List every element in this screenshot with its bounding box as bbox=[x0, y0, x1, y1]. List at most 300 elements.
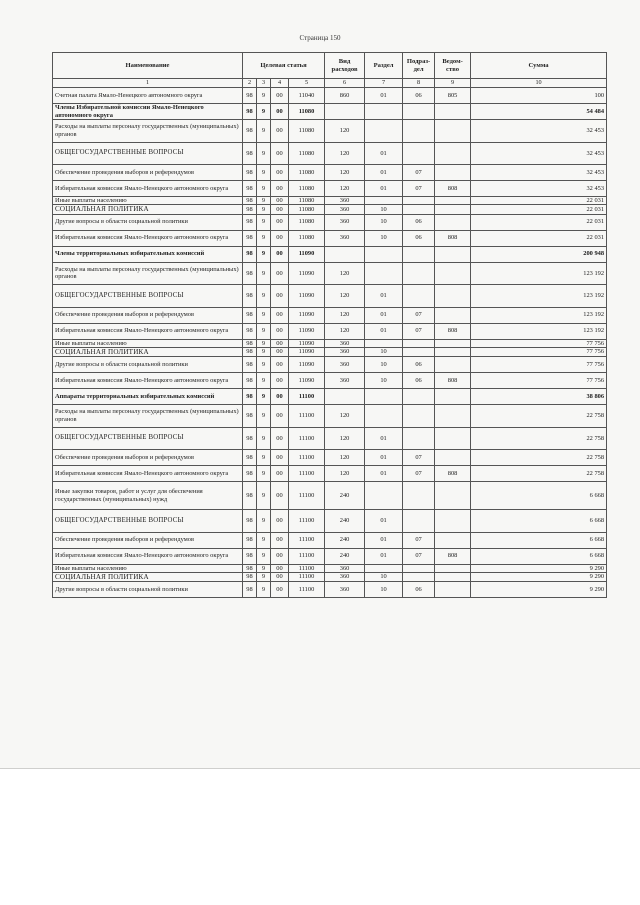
sum-cell: 77 756 bbox=[471, 373, 607, 389]
table-row bbox=[53, 323, 607, 339]
target-code-cell: 11100 bbox=[289, 450, 325, 466]
sum-cell: 22 758 bbox=[471, 427, 607, 450]
department-cell bbox=[435, 450, 471, 466]
section-cell: 10 bbox=[365, 582, 403, 598]
target-code-cell: 9 bbox=[257, 405, 271, 428]
target-code-cell: 11090 bbox=[289, 347, 325, 356]
expense-type-cell bbox=[325, 104, 365, 120]
header-target-article: Целевая статья bbox=[243, 53, 325, 79]
department-cell: 808 bbox=[435, 548, 471, 564]
target-code-cell: 00 bbox=[271, 339, 289, 347]
table-row bbox=[53, 582, 607, 598]
target-code-cell: 00 bbox=[271, 104, 289, 120]
target-code-cell: 9 bbox=[257, 582, 271, 598]
target-code-cell: 98 bbox=[243, 246, 257, 262]
section-cell: 01 bbox=[365, 532, 403, 548]
row-name-cell: Другие вопросы в области социальной политики bbox=[53, 214, 243, 230]
target-code-cell: 9 bbox=[257, 88, 271, 104]
target-code-cell: 11100 bbox=[289, 548, 325, 564]
table-row bbox=[53, 88, 607, 104]
target-code-cell: 00 bbox=[271, 582, 289, 598]
target-code-cell: 00 bbox=[271, 572, 289, 581]
subsection-cell bbox=[403, 510, 435, 533]
sum-cell: 54 484 bbox=[471, 104, 607, 120]
department-cell bbox=[435, 357, 471, 373]
table-row bbox=[53, 389, 607, 405]
expense-type-cell: 120 bbox=[325, 323, 365, 339]
subsection-cell bbox=[403, 405, 435, 428]
target-code-cell: 9 bbox=[257, 427, 271, 450]
target-code-cell: 00 bbox=[271, 142, 289, 165]
header-expense-type: Вид расходов bbox=[325, 53, 365, 79]
target-code-cell: 9 bbox=[257, 246, 271, 262]
target-code-cell: 98 bbox=[243, 510, 257, 533]
expense-type-cell: 360 bbox=[325, 582, 365, 598]
row-name-cell: Обеспечение проведения выборов и референдумов bbox=[53, 165, 243, 181]
section-cell: 01 bbox=[365, 427, 403, 450]
expense-type-cell: 120 bbox=[325, 285, 365, 308]
column-number: 10 bbox=[471, 79, 607, 88]
target-code-cell: 9 bbox=[257, 262, 271, 285]
target-code-cell: 00 bbox=[271, 165, 289, 181]
sum-cell: 22 031 bbox=[471, 197, 607, 205]
column-number-row bbox=[53, 79, 607, 88]
target-code-cell: 98 bbox=[243, 197, 257, 205]
expense-type-cell: 120 bbox=[325, 181, 365, 197]
target-code-cell: 98 bbox=[243, 373, 257, 389]
column-number: 8 bbox=[403, 79, 435, 88]
target-code-cell: 11100 bbox=[289, 582, 325, 598]
target-code-cell: 00 bbox=[271, 389, 289, 405]
department-cell: 808 bbox=[435, 323, 471, 339]
row-name-cell: Избирательная комиссия Ямало-Ненецкого автономного округа bbox=[53, 230, 243, 246]
expense-type-cell: 240 bbox=[325, 482, 365, 510]
expense-type-cell: 360 bbox=[325, 347, 365, 356]
target-code-cell: 9 bbox=[257, 205, 271, 214]
section-cell: 10 bbox=[365, 230, 403, 246]
target-code-cell: 98 bbox=[243, 142, 257, 165]
department-cell bbox=[435, 120, 471, 143]
column-number: 7 bbox=[365, 79, 403, 88]
row-name-cell: Избирательная комиссия Ямало-Ненецкого автономного округа bbox=[53, 548, 243, 564]
row-name-cell: Аппараты территориальных избирательных комиссий bbox=[53, 389, 243, 405]
table-row bbox=[53, 357, 607, 373]
section-cell: 01 bbox=[365, 510, 403, 533]
target-code-cell: 00 bbox=[271, 214, 289, 230]
sum-cell: 77 756 bbox=[471, 347, 607, 356]
column-number: 9 bbox=[435, 79, 471, 88]
department-cell: 808 bbox=[435, 181, 471, 197]
column-number: 1 bbox=[53, 79, 243, 88]
table-row bbox=[53, 104, 607, 120]
section-cell: 01 bbox=[365, 323, 403, 339]
department-cell bbox=[435, 246, 471, 262]
target-code-cell: 98 bbox=[243, 230, 257, 246]
target-code-cell: 98 bbox=[243, 427, 257, 450]
expense-type-cell: 240 bbox=[325, 510, 365, 533]
section-cell: 01 bbox=[365, 181, 403, 197]
table-body bbox=[53, 88, 607, 598]
expense-type-cell: 360 bbox=[325, 572, 365, 581]
target-code-cell: 11100 bbox=[289, 389, 325, 405]
department-cell bbox=[435, 482, 471, 510]
department-cell bbox=[435, 427, 471, 450]
target-code-cell: 11080 bbox=[289, 205, 325, 214]
sum-cell: 123 192 bbox=[471, 307, 607, 323]
column-number: 6 bbox=[325, 79, 365, 88]
target-code-cell: 98 bbox=[243, 548, 257, 564]
section-cell bbox=[365, 405, 403, 428]
target-code-cell: 00 bbox=[271, 548, 289, 564]
department-cell bbox=[435, 205, 471, 214]
table-row bbox=[53, 165, 607, 181]
table-row bbox=[53, 564, 607, 572]
subsection-cell bbox=[403, 564, 435, 572]
section-cell: 01 bbox=[365, 88, 403, 104]
expense-type-cell: 120 bbox=[325, 165, 365, 181]
department-cell bbox=[435, 142, 471, 165]
table-row bbox=[53, 548, 607, 564]
subsection-cell bbox=[403, 389, 435, 405]
column-number: 2 bbox=[243, 79, 257, 88]
target-code-cell: 00 bbox=[271, 120, 289, 143]
department-cell: 808 bbox=[435, 373, 471, 389]
section-cell: 01 bbox=[365, 548, 403, 564]
department-cell bbox=[435, 510, 471, 533]
sum-cell: 22 031 bbox=[471, 205, 607, 214]
table-row bbox=[53, 230, 607, 246]
expense-type-cell: 360 bbox=[325, 339, 365, 347]
target-code-cell: 9 bbox=[257, 120, 271, 143]
section-cell: 01 bbox=[365, 307, 403, 323]
header-section: Раздел bbox=[365, 53, 403, 79]
department-cell bbox=[435, 405, 471, 428]
target-code-cell: 11080 bbox=[289, 230, 325, 246]
expense-type-cell: 240 bbox=[325, 532, 365, 548]
target-code-cell: 9 bbox=[257, 466, 271, 482]
subsection-cell bbox=[403, 197, 435, 205]
target-code-cell: 9 bbox=[257, 197, 271, 205]
sum-cell: 22 758 bbox=[471, 405, 607, 428]
target-code-cell: 98 bbox=[243, 262, 257, 285]
table-row bbox=[53, 120, 607, 143]
target-code-cell: 11090 bbox=[289, 262, 325, 285]
target-code-cell: 00 bbox=[271, 307, 289, 323]
sum-cell: 22 031 bbox=[471, 230, 607, 246]
row-name-cell: Расходы на выплаты персоналу государственных (муниципальных) органов bbox=[53, 120, 243, 143]
target-code-cell: 00 bbox=[271, 285, 289, 308]
target-code-cell: 00 bbox=[271, 323, 289, 339]
expense-type-cell: 360 bbox=[325, 357, 365, 373]
department-cell bbox=[435, 214, 471, 230]
header-sum: Сумма bbox=[471, 53, 607, 79]
subsection-cell bbox=[403, 142, 435, 165]
section-cell bbox=[365, 120, 403, 143]
target-code-cell: 9 bbox=[257, 373, 271, 389]
target-code-cell: 00 bbox=[271, 246, 289, 262]
subsection-cell: 07 bbox=[403, 466, 435, 482]
department-cell bbox=[435, 532, 471, 548]
sum-cell: 123 192 bbox=[471, 262, 607, 285]
target-code-cell: 00 bbox=[271, 405, 289, 428]
target-code-cell: 00 bbox=[271, 230, 289, 246]
section-cell bbox=[365, 339, 403, 347]
target-code-cell: 00 bbox=[271, 88, 289, 104]
column-number: 4 bbox=[271, 79, 289, 88]
target-code-cell: 9 bbox=[257, 181, 271, 197]
subsection-cell: 06 bbox=[403, 373, 435, 389]
table-row bbox=[53, 205, 607, 214]
target-code-cell: 9 bbox=[257, 339, 271, 347]
target-code-cell: 00 bbox=[271, 205, 289, 214]
subsection-cell bbox=[403, 285, 435, 308]
target-code-cell: 98 bbox=[243, 120, 257, 143]
section-cell: 01 bbox=[365, 450, 403, 466]
subsection-cell: 06 bbox=[403, 230, 435, 246]
target-code-cell: 11100 bbox=[289, 482, 325, 510]
row-name-cell: Обеспечение проведения выборов и референдумов bbox=[53, 307, 243, 323]
target-code-cell: 11100 bbox=[289, 427, 325, 450]
row-name-cell: Иные выплаты населению bbox=[53, 564, 243, 572]
target-code-cell: 9 bbox=[257, 482, 271, 510]
target-code-cell: 98 bbox=[243, 339, 257, 347]
subsection-cell: 07 bbox=[403, 181, 435, 197]
section-cell: 10 bbox=[365, 214, 403, 230]
subsection-cell bbox=[403, 572, 435, 581]
budget-table bbox=[52, 52, 607, 598]
target-code-cell: 00 bbox=[271, 427, 289, 450]
expense-type-cell bbox=[325, 246, 365, 262]
section-cell bbox=[365, 197, 403, 205]
sum-cell: 9 290 bbox=[471, 564, 607, 572]
target-code-cell: 98 bbox=[243, 405, 257, 428]
target-code-cell: 00 bbox=[271, 510, 289, 533]
expense-type-cell: 240 bbox=[325, 548, 365, 564]
target-code-cell: 11100 bbox=[289, 564, 325, 572]
target-code-cell: 00 bbox=[271, 357, 289, 373]
sum-cell: 123 192 bbox=[471, 285, 607, 308]
table-row bbox=[53, 510, 607, 533]
target-code-cell: 11080 bbox=[289, 104, 325, 120]
sum-cell: 22 758 bbox=[471, 450, 607, 466]
expense-type-cell: 120 bbox=[325, 142, 365, 165]
expense-type-cell: 120 bbox=[325, 405, 365, 428]
target-code-cell: 98 bbox=[243, 88, 257, 104]
department-cell: 805 bbox=[435, 88, 471, 104]
subsection-cell bbox=[403, 347, 435, 356]
expense-type-cell: 120 bbox=[325, 450, 365, 466]
sum-cell: 32 453 bbox=[471, 120, 607, 143]
subsection-cell: 07 bbox=[403, 450, 435, 466]
target-code-cell: 11080 bbox=[289, 214, 325, 230]
target-code-cell: 98 bbox=[243, 181, 257, 197]
target-code-cell: 11100 bbox=[289, 532, 325, 548]
section-cell: 01 bbox=[365, 466, 403, 482]
target-code-cell: 9 bbox=[257, 389, 271, 405]
target-code-cell: 11100 bbox=[289, 572, 325, 581]
target-code-cell: 00 bbox=[271, 482, 289, 510]
row-name-cell: СОЦИАЛЬНАЯ ПОЛИТИКА bbox=[53, 347, 243, 356]
target-code-cell: 11090 bbox=[289, 373, 325, 389]
row-name-cell: СОЦИАЛЬНАЯ ПОЛИТИКА bbox=[53, 205, 243, 214]
subsection-cell bbox=[403, 482, 435, 510]
table-row bbox=[53, 427, 607, 450]
subsection-cell: 06 bbox=[403, 88, 435, 104]
target-code-cell: 9 bbox=[257, 510, 271, 533]
subsection-cell: 07 bbox=[403, 165, 435, 181]
target-code-cell: 00 bbox=[271, 373, 289, 389]
target-code-cell: 00 bbox=[271, 181, 289, 197]
subsection-cell: 07 bbox=[403, 548, 435, 564]
expense-type-cell: 360 bbox=[325, 197, 365, 205]
target-code-cell: 11080 bbox=[289, 181, 325, 197]
expense-type-cell: 360 bbox=[325, 373, 365, 389]
section-cell bbox=[365, 389, 403, 405]
row-name-cell: Избирательная комиссия Ямало-Ненецкого автономного округа bbox=[53, 373, 243, 389]
target-code-cell: 98 bbox=[243, 347, 257, 356]
expense-type-cell: 860 bbox=[325, 88, 365, 104]
section-cell: 10 bbox=[365, 347, 403, 356]
department-cell bbox=[435, 104, 471, 120]
target-code-cell: 9 bbox=[257, 357, 271, 373]
target-code-cell: 9 bbox=[257, 285, 271, 308]
subsection-cell: 06 bbox=[403, 582, 435, 598]
table-row bbox=[53, 450, 607, 466]
target-code-cell: 9 bbox=[257, 548, 271, 564]
table-row bbox=[53, 572, 607, 581]
subsection-cell bbox=[403, 205, 435, 214]
sum-cell: 32 453 bbox=[471, 142, 607, 165]
table-row bbox=[53, 482, 607, 510]
expense-type-cell: 120 bbox=[325, 307, 365, 323]
table-header-row bbox=[53, 53, 607, 79]
target-code-cell: 11080 bbox=[289, 197, 325, 205]
expense-type-cell: 120 bbox=[325, 427, 365, 450]
department-cell bbox=[435, 582, 471, 598]
target-code-cell: 00 bbox=[271, 347, 289, 356]
row-name-cell: Другие вопросы в области социальной политики bbox=[53, 357, 243, 373]
target-code-cell: 11080 bbox=[289, 120, 325, 143]
expense-type-cell: 360 bbox=[325, 214, 365, 230]
target-code-cell: 00 bbox=[271, 466, 289, 482]
target-code-cell: 9 bbox=[257, 142, 271, 165]
table-row bbox=[53, 466, 607, 482]
table-row bbox=[53, 347, 607, 356]
sum-cell: 100 bbox=[471, 88, 607, 104]
target-code-cell: 9 bbox=[257, 572, 271, 581]
target-code-cell: 9 bbox=[257, 347, 271, 356]
target-code-cell: 98 bbox=[243, 466, 257, 482]
table-row bbox=[53, 373, 607, 389]
target-code-cell: 9 bbox=[257, 165, 271, 181]
sum-cell: 9 290 bbox=[471, 572, 607, 581]
table-row bbox=[53, 142, 607, 165]
section-cell: 10 bbox=[365, 205, 403, 214]
expense-type-cell: 120 bbox=[325, 466, 365, 482]
target-code-cell: 98 bbox=[243, 450, 257, 466]
expense-type-cell: 120 bbox=[325, 120, 365, 143]
target-code-cell: 98 bbox=[243, 572, 257, 581]
section-cell: 01 bbox=[365, 142, 403, 165]
expense-type-cell: 360 bbox=[325, 564, 365, 572]
sum-cell: 6 668 bbox=[471, 510, 607, 533]
target-code-cell: 98 bbox=[243, 323, 257, 339]
column-number: 3 bbox=[257, 79, 271, 88]
target-code-cell: 11100 bbox=[289, 405, 325, 428]
row-name-cell: Иные выплаты населению bbox=[53, 197, 243, 205]
subsection-cell bbox=[403, 339, 435, 347]
table-row bbox=[53, 307, 607, 323]
section-cell bbox=[365, 262, 403, 285]
target-code-cell: 98 bbox=[243, 285, 257, 308]
subsection-cell: 07 bbox=[403, 323, 435, 339]
target-code-cell: 98 bbox=[243, 564, 257, 572]
subsection-cell: 07 bbox=[403, 532, 435, 548]
department-cell bbox=[435, 307, 471, 323]
department-cell bbox=[435, 165, 471, 181]
target-code-cell: 98 bbox=[243, 482, 257, 510]
row-name-cell: Члены территориальных избирательных комиссий bbox=[53, 246, 243, 262]
subsection-cell bbox=[403, 262, 435, 285]
target-code-cell: 98 bbox=[243, 104, 257, 120]
table-row bbox=[53, 246, 607, 262]
department-cell bbox=[435, 389, 471, 405]
target-code-cell: 98 bbox=[243, 357, 257, 373]
target-code-cell: 98 bbox=[243, 532, 257, 548]
section-cell: 10 bbox=[365, 373, 403, 389]
subsection-cell bbox=[403, 427, 435, 450]
expense-type-cell: 120 bbox=[325, 262, 365, 285]
subsection-cell bbox=[403, 104, 435, 120]
table-row bbox=[53, 262, 607, 285]
row-name-cell: Обеспечение проведения выборов и референдумов bbox=[53, 532, 243, 548]
target-code-cell: 11090 bbox=[289, 307, 325, 323]
section-cell bbox=[365, 564, 403, 572]
page-number-header: Страница 150 bbox=[299, 34, 341, 42]
department-cell bbox=[435, 564, 471, 572]
target-code-cell: 11090 bbox=[289, 357, 325, 373]
row-name-cell: Расходы на выплаты персоналу государственных (муниципальных) органов bbox=[53, 262, 243, 285]
sum-cell: 6 668 bbox=[471, 532, 607, 548]
sum-cell: 200 948 bbox=[471, 246, 607, 262]
expense-type-cell: 360 bbox=[325, 230, 365, 246]
target-code-cell: 98 bbox=[243, 205, 257, 214]
target-code-cell: 9 bbox=[257, 564, 271, 572]
target-code-cell: 00 bbox=[271, 532, 289, 548]
target-code-cell: 9 bbox=[257, 214, 271, 230]
sum-cell: 32 453 bbox=[471, 181, 607, 197]
table-row bbox=[53, 405, 607, 428]
sum-cell: 123 192 bbox=[471, 323, 607, 339]
target-code-cell: 11040 bbox=[289, 88, 325, 104]
section-cell bbox=[365, 246, 403, 262]
subsection-cell bbox=[403, 246, 435, 262]
header-name: Наименование bbox=[53, 53, 243, 79]
department-cell bbox=[435, 347, 471, 356]
sum-cell: 32 453 bbox=[471, 165, 607, 181]
table-row bbox=[53, 285, 607, 308]
target-code-cell: 9 bbox=[257, 104, 271, 120]
section-cell: 01 bbox=[365, 285, 403, 308]
column-number: 5 bbox=[289, 79, 325, 88]
target-code-cell: 11090 bbox=[289, 285, 325, 308]
department-cell: 808 bbox=[435, 230, 471, 246]
row-name-cell: СОЦИАЛЬНАЯ ПОЛИТИКА bbox=[53, 572, 243, 581]
department-cell bbox=[435, 572, 471, 581]
section-cell: 10 bbox=[365, 357, 403, 373]
department-cell bbox=[435, 262, 471, 285]
row-name-cell: ОБЩЕГОСУДАРСТВЕННЫЕ ВОПРОСЫ bbox=[53, 510, 243, 533]
